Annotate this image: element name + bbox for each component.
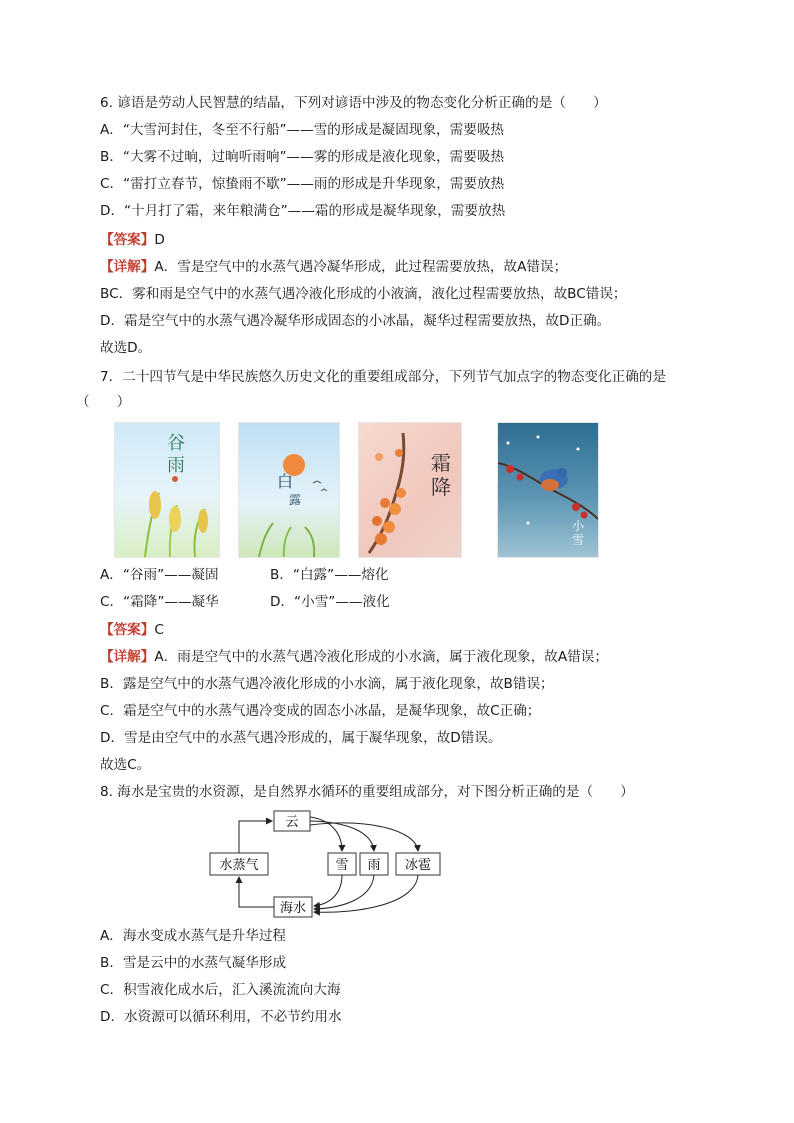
- rain-label: 雨: [367, 858, 381, 873]
- q7-option-b: B．“白露”——熔化: [270, 567, 389, 583]
- sea-to-vapor-arrow: [239, 877, 274, 907]
- vapor-to-cloud-arrow: [239, 821, 272, 853]
- detail-text: A．雨是空气中的水蒸气遇冷液化形成的小水滴，属于液化现象，故A错误；: [154, 649, 608, 665]
- q7-stem-paren: （ ）: [76, 394, 131, 410]
- guyu-poster-image: [114, 422, 220, 558]
- shuangjiang-title-1: 霜: [431, 451, 451, 475]
- q6-stem: 6. 谚语是劳动人民智慧的结晶，下列对谚语中涉及的物态变化分析正确的是（ ）: [100, 95, 607, 111]
- q8-option-b: B．雪是云中的水蒸气凝华形成: [100, 955, 287, 971]
- q6-option-c: C．“雷打立春节，惊蛰雨不歇”——雨的形成是升华现象，需要放热: [100, 176, 505, 192]
- guyu-title-2: 雨: [167, 455, 185, 476]
- snow-label: 雪: [335, 858, 349, 873]
- detail-text: A．雪是空气中的水蒸气遇冷凝华形成，此过程需要放热，故A错误；: [154, 259, 568, 275]
- bailu-title-2: 露: [289, 493, 302, 507]
- shuangjiang-poster-image: [358, 422, 462, 558]
- xiaoxue-title-2: 雪: [572, 533, 585, 547]
- q7-option-c: C．“霜降”——凝华: [100, 594, 219, 610]
- q6-option-d: D．“十月打了霜，来年粮满仓”——霜的形成是凝华现象，需要放热: [100, 203, 506, 219]
- bailu-poster-image: [238, 422, 340, 558]
- cloud-to-hail-arrow: [310, 823, 418, 851]
- q6-answer: [100, 230, 165, 250]
- q7-option-a: A．“谷雨”——凝固: [100, 567, 219, 583]
- q6-option-b: B．“大雾不过晌，过晌听雨响”——雾的形成是液化现象，需要吸热: [100, 149, 505, 165]
- xiaoxue-title-1: 小: [572, 519, 585, 533]
- hail-to-sea-arrow: [314, 875, 418, 912]
- q8-option-c: C．积雪液化成水后，汇入溪流流向大海: [100, 982, 341, 998]
- xiaoxue-poster-image: [497, 422, 599, 558]
- q6-detail-3: D．霜是空气中的水蒸气遇冷凝华形成固态的小冰晶，凝华过程需要放热，故D正确。: [100, 313, 611, 329]
- water-cycle-diagram: [208, 808, 448, 920]
- q6-detail-1: [100, 257, 567, 277]
- q6-detail-4: 故选D。: [100, 340, 152, 356]
- q7-detail-5: 故选C。: [100, 757, 151, 773]
- q6-detail-2: BC．雾和雨是空气中的水蒸气遇冷液化形成的小液滴，液化过程需要放热，故BC错误；: [100, 286, 627, 302]
- answer-value: D: [154, 232, 165, 248]
- bailu-title-1: 白: [277, 472, 294, 491]
- q7-detail-2: B．露是空气中的水蒸气遇冷液化形成的小水滴，属于液化现象，故B错误；: [100, 676, 554, 692]
- q8-option-d: D．水资源可以循环利用，不必节约用水: [100, 1009, 342, 1025]
- shuangjiang-title-2: 降: [431, 475, 451, 499]
- answer-tag: 【答案】: [100, 232, 155, 248]
- q7-detail-1: [100, 647, 608, 667]
- cloud-label: 云: [285, 815, 299, 830]
- q8-option-a: A．海水变成水蒸气是升华过程: [100, 928, 287, 944]
- q7-option-d: D．“小雪”——液化: [270, 594, 390, 610]
- answer-value: C: [154, 622, 164, 638]
- guyu-title-1: 谷: [167, 433, 185, 454]
- detail-tag: 【详解】: [100, 259, 155, 275]
- q7-answer: [100, 620, 164, 640]
- q8-stem: 8. 海水是宝贵的水资源，是自然界水循环的重要组成部分，对下图分析正确的是（ ）: [100, 784, 634, 800]
- q7-detail-4: D．雪是由空气中的水蒸气遇冷形成的，属于凝华现象，故D错误。: [100, 730, 502, 746]
- answer-tag: 【答案】: [100, 622, 155, 638]
- hail-label: 冰雹: [404, 858, 432, 873]
- detail-tag: 【详解】: [100, 649, 155, 665]
- vapor-label: 水蒸气: [219, 858, 259, 873]
- snow-to-sea-arrow: [314, 875, 342, 906]
- sea-label: 海水: [279, 901, 307, 916]
- q7-stem: 7．二十四节气是中华民族悠久历史文化的重要组成部分，下列节气加点字的物态变化正确的是: [100, 369, 666, 385]
- q6-option-a: A．“大雪河封住，冬至不行船”——雪的形成是凝固现象，需要吸热: [100, 122, 505, 138]
- q7-detail-3: C．霜是空气中的水蒸气遇冷变成的固态小冰晶，是凝华现象，故C正确；: [100, 703, 541, 719]
